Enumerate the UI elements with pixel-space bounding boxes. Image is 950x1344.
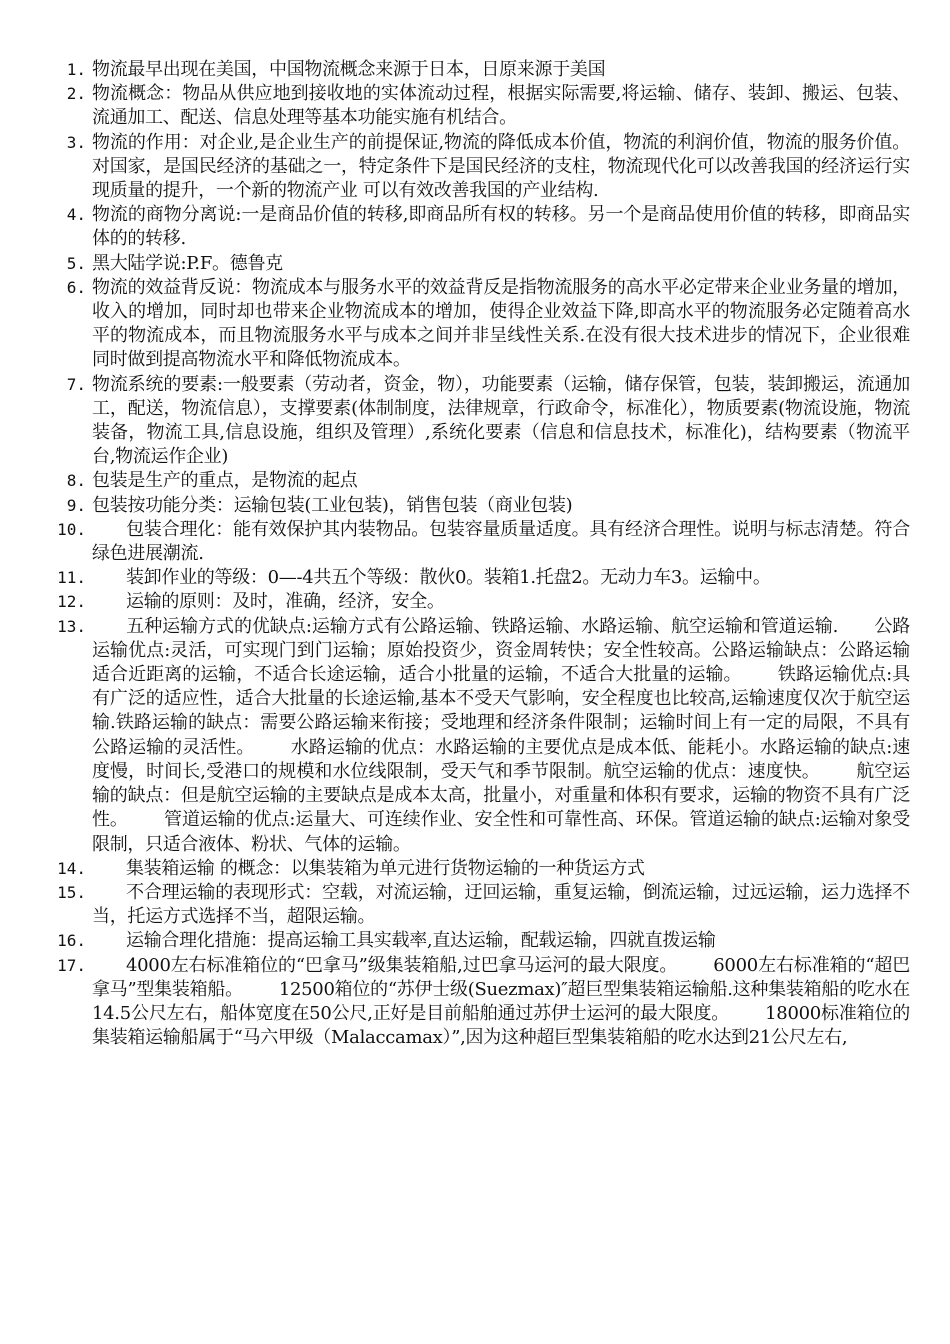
item-text	[92, 252, 910, 276]
item-text-segment: 装卸作业的等级：0—-4共五个等级：散伙0。装箱1.托盘2。无动力车3。运输中。	[126, 567, 771, 589]
item-number: 4.	[66, 205, 86, 225]
numbered-list	[52, 58, 910, 1050]
item-text-segment: 包装是生产的重点，是物流的起点	[92, 470, 358, 492]
item-text-segment: 物流概念：物品从供应地到接收地的实体流动过程，根据实际需要,将运输、储存、装卸、搬运、包装、流通加工、配送、信息处理等基本功能实施有机结合。	[92, 83, 910, 129]
list-item	[52, 203, 910, 251]
item-text-segment: 4000左右标准箱位的“巴拿马”级集装箱船,过巴拿马运河的最大限度。	[126, 954, 678, 976]
list-item	[52, 252, 910, 276]
item-text	[92, 469, 910, 493]
item-text-segment: 不合理运输的表现形式：空载，对流运输，迂回运输，重复运输，倒流运输，过远运输，运力选择不当，托运方式选择不当，超限运输。	[92, 881, 910, 928]
item-text-segment: 水路运输的优点：水路运输的主要优点是成本低、能耗小。水路运输的缺点:速度慢，时间长,受港口的规模和水位线限制，受天气和季节限制。航空运输的优点：速度快。	[92, 736, 910, 782]
item-text	[92, 881, 910, 929]
item-text-segment: 运输合理化措施：提高运输工具实载率,直达运输，配载运输，四就直拨运输	[126, 930, 716, 952]
item-number: 13.	[57, 616, 86, 636]
item-text	[92, 518, 910, 566]
list-item	[52, 881, 910, 929]
item-number: 10.	[57, 519, 86, 539]
item-number: 7.	[66, 374, 86, 394]
list-item	[52, 954, 910, 1051]
item-text-segment: 物流最早出现在美国，中国物流概念来源于日本，日原来源于美国	[92, 59, 606, 80]
item-text-segment: 五种运输方式的优缺点:运输方式有公路运输、铁路运输、水路运输、航空运输和管道运输.	[126, 615, 839, 637]
item-text-segment: 铁路运输优点:具有广泛的适应性，适合大批量的长途运输,基本不受天气影响，安全程度也比较高,运输速度仅次于航空运输.铁路运输的缺点：需要公路运输来衔接；受地理和经济条件限制；运输时间上有一定的局限，不具有公路运输的灵活性。	[92, 664, 910, 758]
item-number: 5.	[66, 253, 86, 273]
list-item	[52, 857, 910, 881]
item-number: 15.	[57, 882, 86, 902]
item-text	[92, 566, 910, 590]
item-text	[92, 82, 910, 130]
item-number: 8.	[66, 471, 86, 491]
item-number: 16.	[57, 931, 86, 951]
list-item	[52, 590, 910, 614]
item-text-segment: 物流的作用：对企业,是企业生产的前提保证,物流的降低成本价值，物流的利润价值，物流的服务价值。对国家，是国民经济的基础之一，特定条件下是国民经济的支柱，物流现代化可以改善我国的经济运行实现质量的提升，一个新的物流产业 可以有效改善我国的产业结构.	[92, 131, 910, 202]
item-text	[92, 373, 910, 470]
item-text-segment: 18000标准箱位的集装箱运输船属于“马六甲级（Malaccamax）”,因为这种超巨型集装箱船的吃水达到21公尺左右,	[92, 1002, 910, 1049]
item-text	[92, 615, 910, 857]
item-number: 3.	[66, 132, 86, 152]
item-text-segment: 包装按功能分类：运输包装(工业包装)，销售包装（商业包装)	[92, 494, 573, 516]
item-number: 11.	[57, 568, 86, 588]
list-item	[52, 131, 910, 204]
item-text	[92, 203, 910, 251]
list-item	[52, 469, 910, 493]
list-item	[52, 566, 910, 590]
item-text-segment: 公路运输优点:灵活，可实现门到门运输；原始投资少，资金周转快；安全性较高。公路运输缺点：公路运输适合近距离的运输，不适合长途运输，适合小批量的运输，不适合大批量的运输。	[92, 615, 910, 686]
item-text	[92, 929, 910, 953]
list-item	[52, 615, 910, 857]
item-text-segment: 物流系统的要素:一般要素（劳动者，资金，物），功能要素（运输，储存保管，包装，装卸搬运，流通加工，配送，物流信息），支撑要素(体制制度，法律规章，行政命令，标准化），物质要素(物流设施，物流装备，物流工具,信息设施，组织及管理）,系统化要素（信息和信息技术，标准化)，结构要素（物流平台,物流运作企业)	[92, 373, 910, 468]
item-text	[92, 954, 910, 1051]
item-text-segment: 黑大陆学说:P.F。德鲁克	[92, 252, 283, 274]
list-item	[52, 373, 910, 470]
item-text-segment: 物流的商物分离说:一是商品价值的转移,即商品所有权的转移。另一个是商品使用价值的转移，即商品实体的的转移.	[92, 204, 910, 250]
item-number: 1.	[66, 60, 86, 79]
item-text	[92, 58, 910, 82]
item-text-segment: 运输的原则：及时，准确，经济，安全。	[126, 591, 445, 613]
item-text-segment: 航空运输的缺点：但是航空运输的主要缺点是成本太高，批量小，对重量和体积有要求，运输的物资不具有广泛性。	[92, 760, 910, 831]
item-number: 12.	[57, 592, 86, 612]
item-text	[92, 590, 910, 614]
item-number: 9.	[66, 495, 86, 515]
list-item	[52, 58, 910, 82]
item-text	[92, 857, 910, 881]
item-text	[92, 131, 910, 204]
item-number: 17.	[57, 955, 86, 975]
item-text-segment: 物流的效益背反说：物流成本与服务水平的效益背反是指物流服务的高水平必定带来企业业务量的增加，收入的增加，同时却也带来企业物流成本的增加，使得企业效益下降,即高水平的物流服务必定随着高水平的物流成本，而且物流服务水平与成本之间并非呈线性关系.在没有很大技术进步的情况下，企业很难同时做到提高物流水平和降低物流成本。	[92, 276, 910, 371]
item-number: 14.	[57, 858, 86, 878]
item-number: 6.	[66, 277, 86, 297]
list-item	[52, 82, 910, 130]
item-text-segment: 包装合理化：能有效保护其内装物品。包装容量质量适度。具有经济合理性。说明与标志清楚。符合绿色进展潮流.	[92, 518, 910, 565]
item-text-segment: 集装箱运输 的概念：以集装箱为单元进行货物运输的一种货运方式	[126, 857, 645, 879]
item-text	[92, 494, 910, 518]
list-item	[52, 276, 910, 373]
list-item	[52, 929, 910, 953]
list-item	[52, 518, 910, 566]
list-item	[52, 494, 910, 518]
item-text-segment: 管道运输的优点:运量大、可连续作业、安全性和可靠性高、环保。管道运输的缺点:运输对象受限制，只适合液体、粉状、气体的运输。	[92, 809, 910, 855]
item-number: 2.	[66, 84, 86, 104]
item-text-segment: 6000左右标准箱的“超巴拿马”型集装箱船。	[92, 954, 910, 1000]
item-text	[92, 276, 910, 373]
item-text-segment: 12500箱位的“苏伊士级(Suezmax)″超巨型集装箱运输船.这种集装箱船的吃水在14.5公尺左右，船体宽度在50公尺,正好是目前船舶通过苏伊士运河的最大限度。	[92, 978, 910, 1024]
